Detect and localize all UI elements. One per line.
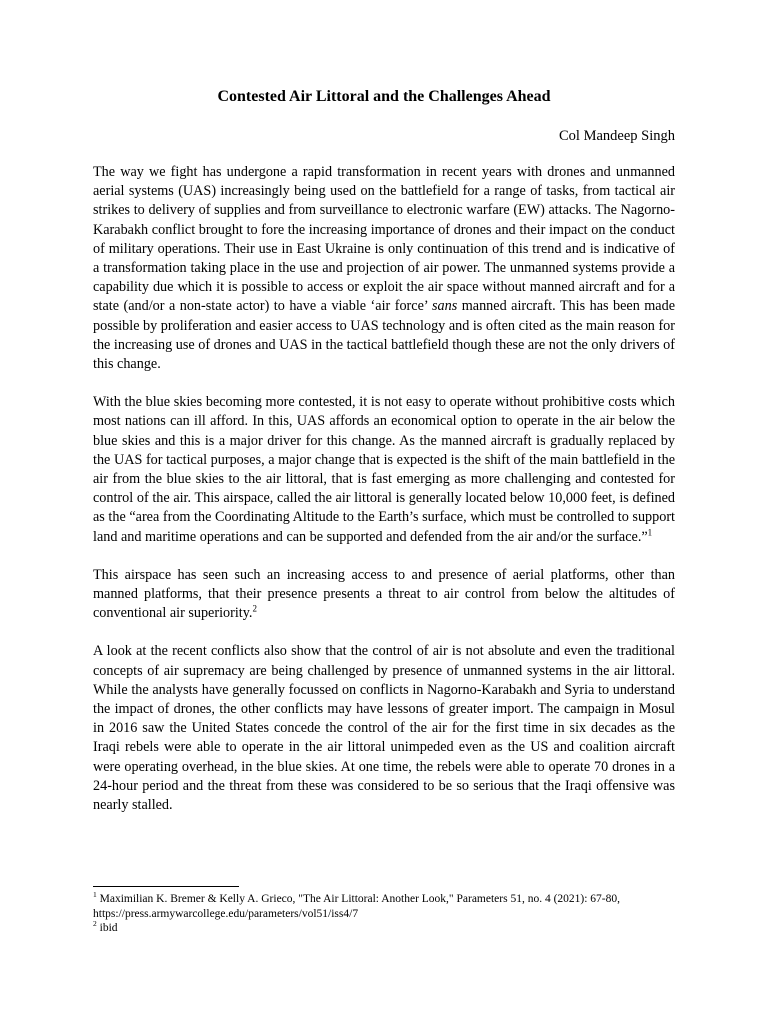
- paragraph-2: [93, 393, 675, 547]
- footnote-2: [93, 921, 675, 936]
- paragraph-2-text: With the blue skies becoming more contested, it is not easy to operate without prohibitive costs which most nations can ill afford. In this, UAS affords an economical option to operate in the air below the blue skies and this is a major driver for this change. As the manned aircraft is gradually replaced by the UAS for tactical purposes, a major change that is expected is the shift of the main battlefield in the air from the blue skies to the air littoral, that is fast emerging as more challenging and contested for control of the air. This airspace, called the air littoral is generally located below 10,000 feet, is defined as the “area from the Coordinating Altitude to the Earth’s surface, which must be controlled to support land and maritime operations and can be supported and defended from the air and/or the surface.”: [93, 394, 675, 545]
- paragraph-4: [93, 642, 675, 815]
- footnote-divider: [93, 886, 239, 887]
- author-name: Col Mandeep Singh: [559, 128, 675, 144]
- paragraph-1: [93, 163, 675, 374]
- paragraph-1-text-a: The way we fight has undergone a rapid transformation in recent years with drones and unmanned aerial systems (UAS) increasingly being used on the battlefield for a range of tasks, from tactical air strikes to delivery of supplies and from surveillance to electronic warfare (EW) attacks. The Nagorno-Karabakh conflict brought to fore the increasing importance of drones and their impact on the conduct of military operations. Their use in East Ukraine is only continuation of this trend and is indicative of a transformation taking place in the use and projection of air power. The unmanned systems provide a capability due which it is possible to access or exploit the air space without manned aircraft and for a state (and/or a non-state actor) to have a viable ‘air force’: [93, 164, 675, 315]
- footnote-ref-1[interactable]: 1: [647, 526, 653, 537]
- footnote-1-text: Maximilian K. Bremer & Kelly A. Grieco, "The Air Littoral: Another Look," Parameters 51, no. 4 (2021): 67-80, https://press.armywarcollege.edu/parameters/vol51/iss4/7: [93, 893, 621, 920]
- paragraph-1-text-b: manned aircraft. This has been made possible by proliferation and easier access to UAS technology and is often cited as the main reason for the increasing use of drones and UAS in the tactical battlefield though these are not the only drivers of this change.: [93, 298, 676, 373]
- document-body: [93, 163, 675, 834]
- document-title: Contested Air Littoral and the Challenges Ahead: [217, 88, 551, 105]
- paragraph-1-emphasis: sans: [432, 298, 458, 315]
- paragraph-3: [93, 566, 675, 624]
- paragraph-4-text: A look at the recent conflicts also show that the control of air is not absolute and even the traditional concepts of air supremacy are being challenged by presence of unmanned systems in the air littoral. While the analysts have generally focussed on conflicts in Nagorno-Karabakh and Syria to understand the impact of drones, the other conflicts may have lessons of greater import. The campaign in Mosul in 2016 saw the United States concede the control of the air for the first time in six decades as the Iraqi rebels were able to operate in the air littoral unimpeded even as the US and coalition aircraft were operating overhead, in the blue skies. At one time, the rebels were able to operate 70 drones in a 24-hour period and the threat from these was considered to be so serious that the Iraqi offensive was nearly stalled.: [93, 643, 675, 814]
- footnote-2-text: ibid: [99, 922, 118, 934]
- footnotes: [93, 892, 675, 936]
- footnote-1-number: 1: [93, 890, 97, 900]
- footnote-ref-2[interactable]: 2: [252, 603, 257, 614]
- footnote-1: [93, 892, 675, 921]
- paragraph-3-text: This airspace has seen such an increasing access to and presence of aerial platforms, other than manned platforms, that their presence presents a threat to air control from below the altitudes of conventional air superiority.: [93, 566, 675, 622]
- footnote-2-number: 2: [93, 919, 97, 929]
